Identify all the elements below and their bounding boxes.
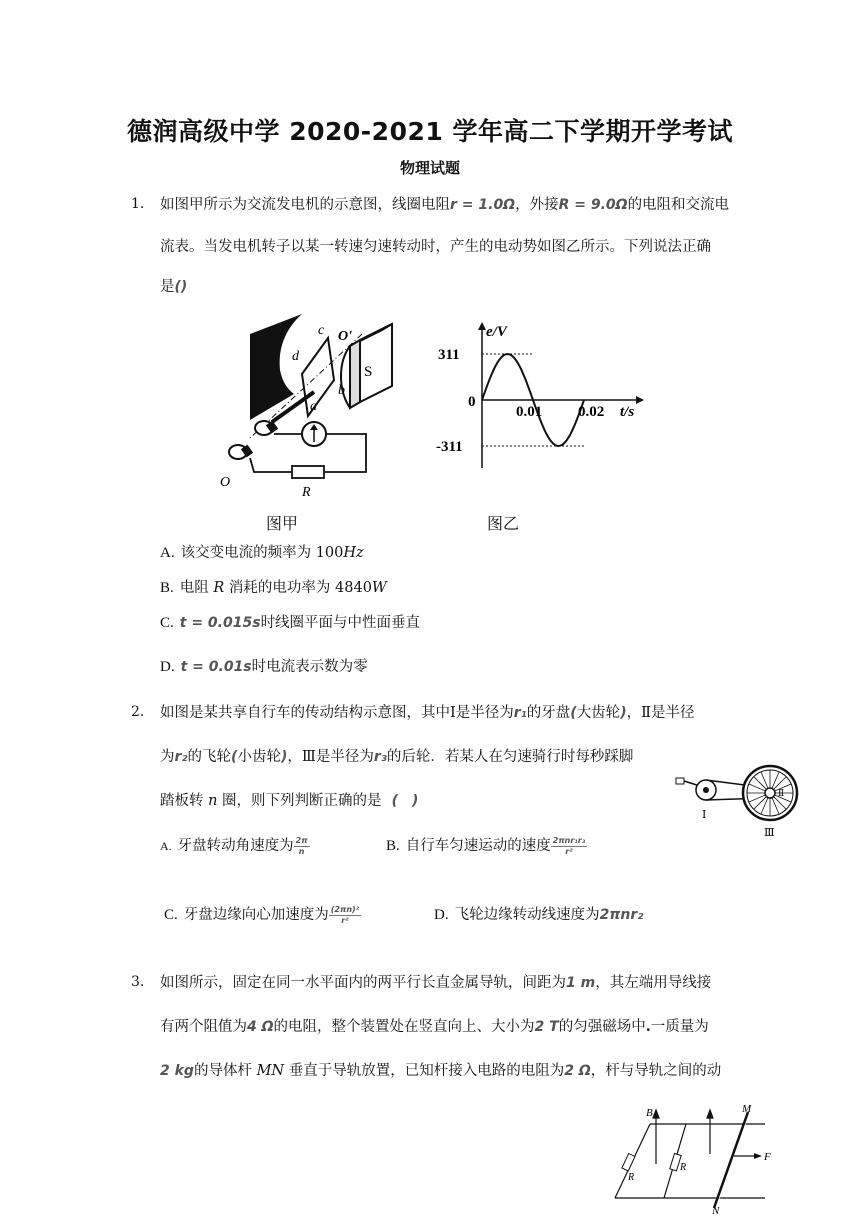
- label-F: F: [764, 1151, 771, 1163]
- option-text: 牙盘边缘向心加速度为: [183, 907, 329, 923]
- q2-option-d[interactable]: [434, 903, 643, 924]
- question-1-line-2: 流表。当发电机转子以某一转速匀速转动时，产生的电动势如图乙所示。下列说法正确: [160, 239, 711, 255]
- q2-text: 的牙盘: [526, 705, 571, 721]
- label-s: S: [364, 364, 373, 380]
- question-2-number: 2.: [131, 704, 145, 720]
- option-label: B.: [386, 838, 400, 854]
- figure-bicycle-drive: [672, 760, 802, 840]
- formula-R: R = 9.0Ω: [558, 197, 628, 213]
- q3-text: 垂直于导轨放置，已知杆接入电路的电阻为: [284, 1063, 565, 1079]
- label-c: c: [318, 323, 325, 338]
- label-M: M: [742, 1104, 752, 1115]
- label-r-resistor: R: [302, 485, 311, 500]
- y-tick-min: -311: [436, 439, 463, 455]
- q2-option-c[interactable]: [164, 903, 361, 925]
- q3-text: 一质量为: [650, 1019, 709, 1035]
- q3-text: 有两个阻值为: [160, 1019, 247, 1035]
- label-N: N: [712, 1205, 720, 1214]
- q3-text: 的电阻，整个装置处在竖直向上、大小为: [273, 1019, 535, 1035]
- magnetic-field-arrows: [653, 1110, 713, 1164]
- q2-option-b[interactable]: [386, 834, 587, 856]
- answer-paren: (): [174, 279, 188, 295]
- option-label: A.: [160, 545, 175, 561]
- q1-option-a[interactable]: [160, 541, 364, 562]
- q3-text: 如图所示，固定在同一水平面内的两平行长直金属导轨，间距为: [160, 975, 566, 991]
- resistor-R: [292, 466, 324, 478]
- question-2-line-3: [160, 789, 418, 810]
- formula-r: r = 1.0Ω: [450, 197, 516, 213]
- option-text: 牙盘转动角速度为: [177, 838, 294, 854]
- option-label: D.: [434, 907, 449, 923]
- label-o-prime: O': [338, 329, 352, 344]
- figure-emf-graph: [432, 318, 652, 478]
- option-unit: W: [371, 580, 387, 596]
- option-text: 时电流表示数为零: [251, 659, 368, 675]
- q3-text: 的导体杆: [193, 1063, 257, 1079]
- q3-text: ，杆与导轨之间的动: [590, 1063, 722, 1079]
- question-2-line-1: [160, 701, 694, 722]
- q2-text: 小齿轮: [237, 749, 281, 765]
- question-3-line-1: [160, 971, 711, 992]
- q1-text: 如图甲所示为交流发电机的示意图，线圈电阻: [160, 197, 450, 213]
- option-text: 时线圈平面与中性面垂直: [260, 615, 421, 631]
- page-title: 德润高级中学 2020-2021 学年高二下学期开学考试: [127, 117, 733, 146]
- paren: (: [231, 749, 238, 765]
- x-tick-002: 0.02: [578, 404, 605, 420]
- option-label: B.: [160, 580, 174, 596]
- option-formula: t = 0.015s: [179, 615, 261, 631]
- paren: (: [570, 705, 577, 721]
- q2-text: 如图是某共享自行车的传动结构示意图，其中Ⅰ是半径为: [160, 705, 514, 721]
- label-II: Ⅱ: [778, 788, 785, 798]
- value-field: 2 T: [534, 1019, 559, 1035]
- label-b: b: [338, 383, 345, 398]
- question-1-number: 1.: [131, 196, 145, 212]
- question-3-number: 3.: [131, 974, 145, 990]
- page-subtitle: 物理试题: [399, 159, 460, 177]
- label-R2: R: [680, 1162, 687, 1173]
- q2-text: ，Ⅲ是半径为: [287, 749, 374, 765]
- option-text: 消耗的电功率为 4840: [224, 580, 372, 596]
- q2-text: 的飞轮: [187, 749, 232, 765]
- ammeter-icon: [302, 422, 326, 446]
- q1-option-d[interactable]: [160, 655, 368, 676]
- q1-text: ，外接: [515, 197, 559, 213]
- q1-option-c[interactable]: [160, 611, 420, 632]
- label-o: O: [220, 475, 231, 490]
- var-n: n: [208, 793, 218, 809]
- var-mn: MN: [256, 1063, 285, 1079]
- rod-mn: [714, 1112, 748, 1208]
- question-2-line-2: [160, 745, 633, 766]
- q2-text: ，Ⅱ是半径: [626, 705, 695, 721]
- freewheel-II: [765, 788, 775, 798]
- question-3-line-3: [160, 1059, 721, 1080]
- x-axis-label: t/s: [620, 404, 635, 420]
- q2-option-a[interactable]: [160, 834, 310, 856]
- label-d: d: [292, 349, 299, 364]
- q3-text: 的匀强磁场中: [558, 1019, 646, 1035]
- coil-loop: [302, 338, 334, 416]
- value-mass: 2 kg: [160, 1063, 194, 1079]
- option-label: C.: [160, 615, 174, 631]
- option-fraction: $\frac{2\pi}{n}$: [295, 835, 308, 856]
- q1-text: 的电阻和交流电: [627, 197, 730, 213]
- y-tick-zero: 0: [468, 394, 476, 410]
- paren: ): [280, 749, 288, 765]
- option-text: 电阻: [179, 580, 214, 596]
- var-r3: r₃: [373, 749, 387, 765]
- label-B: B: [646, 1107, 653, 1119]
- option-fraction: $\frac{\text{(2πn)²}}{\text{r²}}$: [330, 904, 360, 925]
- option-label: A.: [160, 839, 172, 853]
- label-I: Ⅰ: [702, 809, 707, 821]
- paren: ): [620, 705, 627, 721]
- q2-text: 为: [160, 749, 175, 765]
- option-formula: 2πnr₂: [599, 907, 644, 923]
- option-text: 该交变电流的频率为 100: [180, 545, 344, 561]
- figure-right-caption: 图乙: [487, 514, 520, 533]
- var-r2: r₂: [174, 749, 188, 765]
- question-1-line-3: [160, 275, 187, 296]
- option-formula: t = 0.01s: [180, 659, 252, 675]
- value-rod-resistance: 2 Ω: [564, 1063, 591, 1079]
- q2-text: 踏板转: [160, 793, 209, 809]
- figure-rails-circuit: [610, 1104, 780, 1214]
- x-tick-001: 0.01: [516, 404, 543, 420]
- figure-generator-diagram: [210, 310, 410, 500]
- option-text: 自行车匀速运动的速度: [405, 838, 551, 854]
- rear-wheel-III: [743, 766, 797, 820]
- answer-paren: ( ): [391, 793, 419, 809]
- label-R1: R: [628, 1172, 635, 1183]
- figure-left-caption: 图甲: [266, 514, 299, 533]
- value-distance: 1 m: [566, 975, 596, 991]
- option-text: 飞轮边缘转动线速度为: [454, 907, 600, 923]
- option-fraction: $\frac{\text{2πnr₁r₃}}{\text{r²}}$: [552, 835, 586, 856]
- question-3-line-2: 有两个阻值为4 Ω的电阻，整个装置处在竖直向上、大小为2 T的匀强磁场中.一质量为: [160, 1018, 709, 1035]
- q1-option-b[interactable]: [160, 576, 387, 597]
- var-r1: r₁: [513, 705, 527, 721]
- q2-text: 圈，则下列判断正确的是: [217, 793, 382, 809]
- q1-text: 是: [160, 279, 175, 295]
- q3-text: ，其左端用导线接: [595, 975, 712, 991]
- label-a: a: [310, 399, 317, 414]
- y-axis-label: e/V: [486, 324, 507, 340]
- y-tick-max: 311: [438, 347, 460, 363]
- option-label: C.: [164, 907, 178, 923]
- question-1-line-1: [160, 193, 729, 214]
- resistor-1: [622, 1153, 635, 1170]
- q2-text: 的后轮．若某人在匀速骑行时每秒踩脚: [386, 749, 634, 765]
- q2-text: 大齿轮: [576, 705, 621, 721]
- option-label: D.: [160, 659, 175, 675]
- value-resistance: 4 Ω: [247, 1019, 274, 1035]
- option-unit: Hz: [343, 545, 364, 561]
- option-var: R: [213, 580, 225, 596]
- label-III: Ⅲ: [764, 827, 775, 839]
